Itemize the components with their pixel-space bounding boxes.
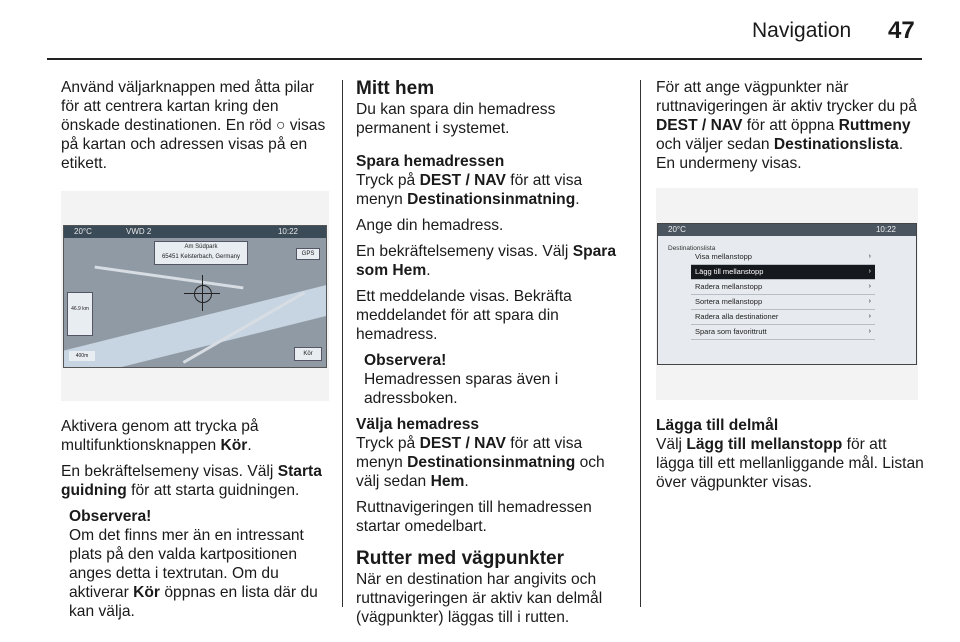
menu-item-label: Lägg till mellanstopp [695, 267, 764, 276]
heading-choose-home: Välja hemadress [356, 416, 480, 433]
paragraph-confirm: En bekräftelsemeny visas. Välj Starta guidning för att starta guidningen. [61, 463, 322, 499]
distance-value: 46.9 km [71, 305, 89, 312]
paragraph-enter-address: Ange din hemadress. [356, 217, 504, 234]
menu-item[interactable] [691, 250, 875, 265]
crosshair-icon [202, 275, 203, 311]
menu-item[interactable] [691, 310, 875, 325]
chevron-right-icon: › [868, 298, 871, 305]
column-divider-1 [342, 80, 343, 607]
menu-item-label: Radera alla destinationer [695, 312, 779, 321]
chevron-right-icon: › [868, 313, 871, 320]
map-status-bar [64, 226, 326, 238]
menu-item[interactable] [691, 265, 875, 280]
column-3 [656, 78, 924, 499]
paragraph-waypoint-steps: För att ange vägpunkter när ruttnavigeringen är aktiv trycker du på DEST / NAV för att öppna Ruttmeny och väljer sedan Destinationslista. En undermeny visas. [656, 79, 917, 172]
address-label [154, 241, 248, 265]
map-route-name: VWD 2 [126, 226, 152, 236]
menu-breadcrumb: Destinationslista [668, 245, 716, 252]
column-divider-2 [640, 80, 641, 607]
note-block [356, 351, 626, 408]
heading-waypoints: Rutter med vägpunkter [356, 548, 564, 569]
menu-item[interactable] [691, 325, 875, 340]
menu-item[interactable] [691, 280, 875, 295]
map-clock: 10:22 [277, 226, 298, 236]
chevron-right-icon: › [868, 283, 871, 290]
menu-clock: 10:22 [875, 225, 896, 234]
paragraph-start: Ruttnavigeringen till hemadressen startar omedelbart. [356, 499, 592, 535]
heading-add-waypoint: Lägga till delmål [656, 417, 779, 434]
map-scale: 400m [69, 351, 95, 361]
paragraph-center-map: Använd väljarknappen med åtta pilar för att centrera kartan kring den önskade destinationen. En röd ○ visas på kartan och adressen visas på en etikett. [61, 79, 326, 172]
paragraph-confirm-home: En bekräftelsemeny visas. Välj Spara som Hem. [356, 243, 617, 279]
menu-item-label: Spara som favorittrutt [695, 327, 767, 336]
kor-button[interactable]: Kör [294, 347, 322, 361]
section-title: Navigation [752, 19, 852, 42]
paragraph-save-steps: Tryck på DEST / NAV för att visa menyn Destinationsinmatning. [356, 172, 583, 208]
paragraph-choose-steps: Tryck på DEST / NAV för att visa menyn Destinationsinmatning och välj sedan Hem. [356, 435, 605, 490]
map-road [95, 265, 244, 289]
column-2 [356, 78, 626, 634]
page-number: 47 [888, 17, 915, 44]
menu-status-bar [658, 224, 916, 236]
map-display [63, 225, 327, 368]
note-block [61, 507, 329, 621]
paragraph-waypoints: När en destination har angivits och ruttnavigeringen är aktiv kan delmål (vägpunkter) läggas till i rutten. [356, 571, 603, 626]
header-rule [47, 58, 922, 60]
distance-panel [67, 292, 93, 336]
menu-screenshot [656, 188, 918, 400]
paragraph-home-intro: Du kan spara din hemadress permanent i systemet. [356, 101, 556, 137]
note-text: Om det finns mer än en intressant plats på den valda kartpositionen anges detta i textrutan. Om du aktiverar Kör öppnas en lista där du kan välja. [69, 527, 318, 620]
paragraph-add-waypoint: Välj Lägg till mellanstopp för att lägga till ett mellanliggande mål. Listan över vägpunkter visas. [656, 436, 924, 491]
crosshair-circle-icon [194, 285, 212, 303]
gps-button[interactable]: GPS [296, 248, 320, 260]
menu-item-label: Radera mellanstopp [695, 282, 763, 291]
note-text: Hemadressen sparas även i adressboken. [364, 371, 559, 407]
menu-temperature: 20°C [668, 225, 686, 234]
note-title: Observera! [69, 508, 152, 525]
menu-list [691, 250, 875, 340]
paragraph-activate: Aktivera genom att trycka på multifunktionsknappen Kör. [61, 418, 259, 454]
menu-item-label: Visa mellanstopp [695, 252, 752, 261]
note-title: Observera! [364, 352, 447, 369]
page-header [0, 0, 960, 60]
menu-item[interactable] [691, 295, 875, 310]
column-1 [61, 78, 329, 621]
heading-save-home: Spara hemadressen [356, 153, 505, 170]
paragraph-message: Ett meddelande visas. Bekräfta meddelandet för att spara din hemadress. [356, 288, 572, 343]
chevron-right-icon: › [868, 268, 871, 275]
address-street: Am Südpark [184, 243, 218, 250]
chevron-right-icon: › [868, 328, 871, 335]
address-city: 65451 Kelsterbach, Germany [161, 253, 241, 260]
menu-item-label: Sortera mellanstopp [695, 297, 763, 306]
chevron-right-icon: › [868, 253, 871, 260]
map-screenshot [61, 191, 329, 401]
destination-list-display [657, 223, 917, 365]
map-temperature: 20°C [74, 226, 92, 236]
heading-my-home: Mitt hem [356, 78, 435, 99]
